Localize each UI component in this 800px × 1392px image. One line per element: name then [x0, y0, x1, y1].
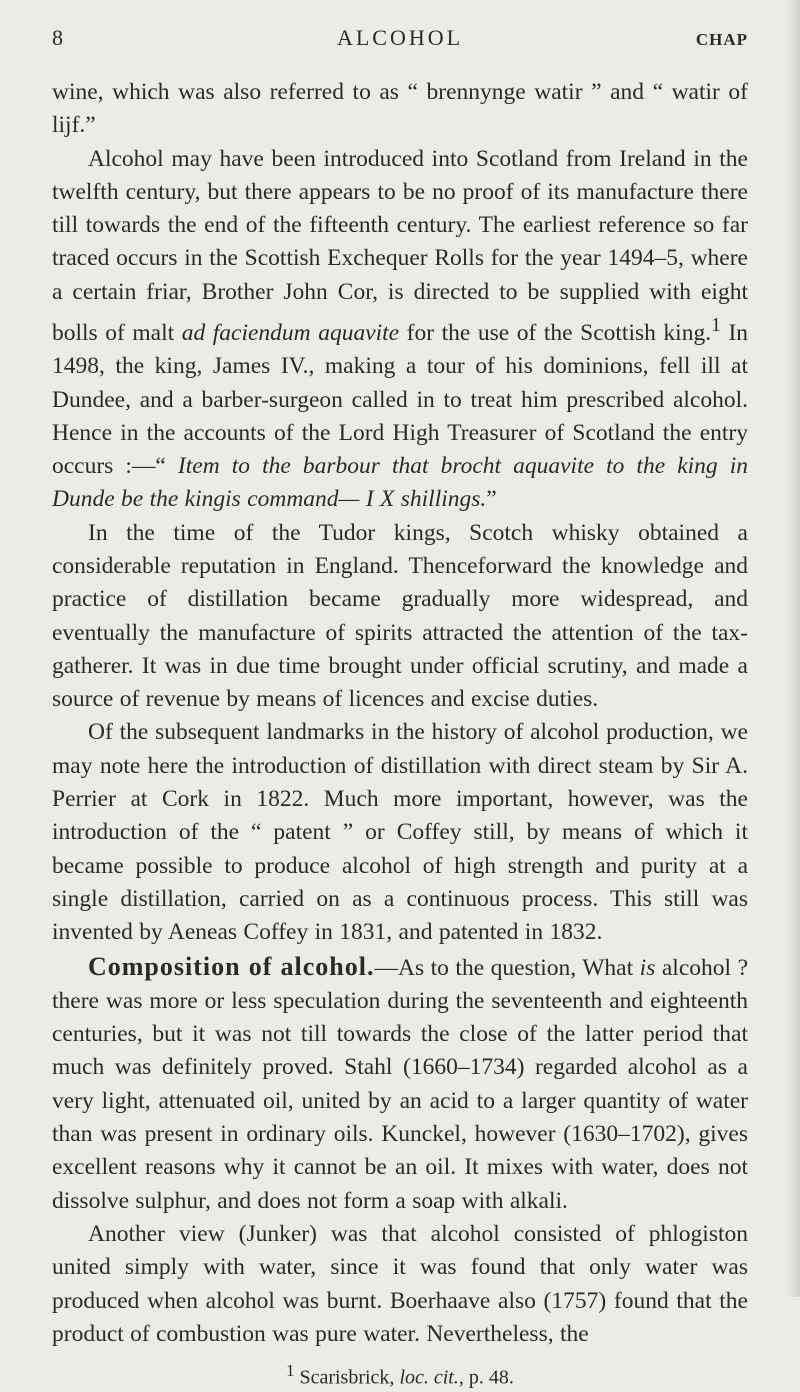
paragraph-composition: Composition of alcohol.—As to the question, What is alcohol ? there was more or less speculation during the seventeenth and eighteenth centuries, but it was not till towards the close of the latter period that much was definitely proved. Stahl (1660–1734) regarded alcohol as a very light, attenuated oil, united by an acid to a larger quantity of water than was present in ordinary oils. Kunckel, however (1630–1702), gives excellent reasons why it cannot be an oil. It mixes with water, does not dissolve sulphur, and does not form a soap with alkali.: [52, 951, 748, 1214]
running-title: ALCOHOL: [336, 25, 464, 50]
section-heading: Composition of alcohol.: [88, 951, 375, 981]
footnote-marker: 1: [286, 1361, 295, 1381]
running-header: [52, 24, 748, 54]
page-number: 8: [52, 25, 63, 50]
body-text: [52, 76, 748, 1351]
latin-phrase: ad faciendum aquavite: [181, 319, 400, 346]
footnote-reference: 1: [711, 315, 721, 337]
paragraph-continuation: wine, which was also referred to as “ brennynge watir ” and “ watir of lijf.”: [52, 79, 748, 139]
quoted-entry: Item to the barbour that brocht aquavite to the king in Dunde be the kingis command— I X shillings.: [52, 453, 748, 513]
chapter-label: CHAP: [695, 30, 748, 49]
paragraph-scotland: Alcohol may have been introduced into Scotland from Ireland in the twelfth century, but there appears to be no proof of its manufacture there till towards the end of the fifteenth century. The earliest reference so far traced occurs in the Scottish Exchequer Rolls for the year 1494–5, where a certain friar, Brother John Cor, is directed to be supplied with eight bolls of malt ad faciendum aquavite for the use of the Scottish king.$^1$ In 1498, the king, James IV., making a tour of his dominions, fell ill at Dundee, and a barber-surgeon called in to treat him prescribed alcohol. Hence in the accounts of the Lord High Treasurer of Scotland the entry occurs :—“ Item to the barbour that brocht aquavite to the king in Dunde be the kingis command— I X shillings.”: [52, 145, 749, 513]
paragraph-tudor: In the time of the Tudor kings, Scotch whisky obtained a considerable reputation in England. Thenceforward the knowledge and practice of distillation became gradually more widespread, and eventually the manufacture of spirits attracted the attention of the tax-gatherer. It was in due time brought under official scrutiny, and made a source of revenue by means of licences and excise duties.: [52, 519, 748, 713]
footnote: $^1$ Scarisbrick, loc. cit., p. 48.: [286, 1361, 514, 1389]
paragraph-phlogiston: Another view (Junker) was that alcohol consisted of phlogiston united simply with water, since it was found that only water was produced when alcohol was burnt. Boerhaave also (1757) found that the product of combustion was pure water. Nevertheless, the: [52, 1220, 748, 1347]
page-edge-shadow: [786, 0, 800, 1297]
paragraph-landmarks: Of the subsequent landmarks in the history of alcohol production, we may note here the introduction of distillation with direct steam by Sir A. Perrier at Cork in 1822. Much more important, however, was the introduction of the “ patent ” or Coffey still, by means of which it became possible to produce alcohol of high strength and purity at a single distillation, carried on as a continuous process. This still was invented by Aeneas Coffey in 1831, and patented in 1832.: [52, 719, 748, 946]
